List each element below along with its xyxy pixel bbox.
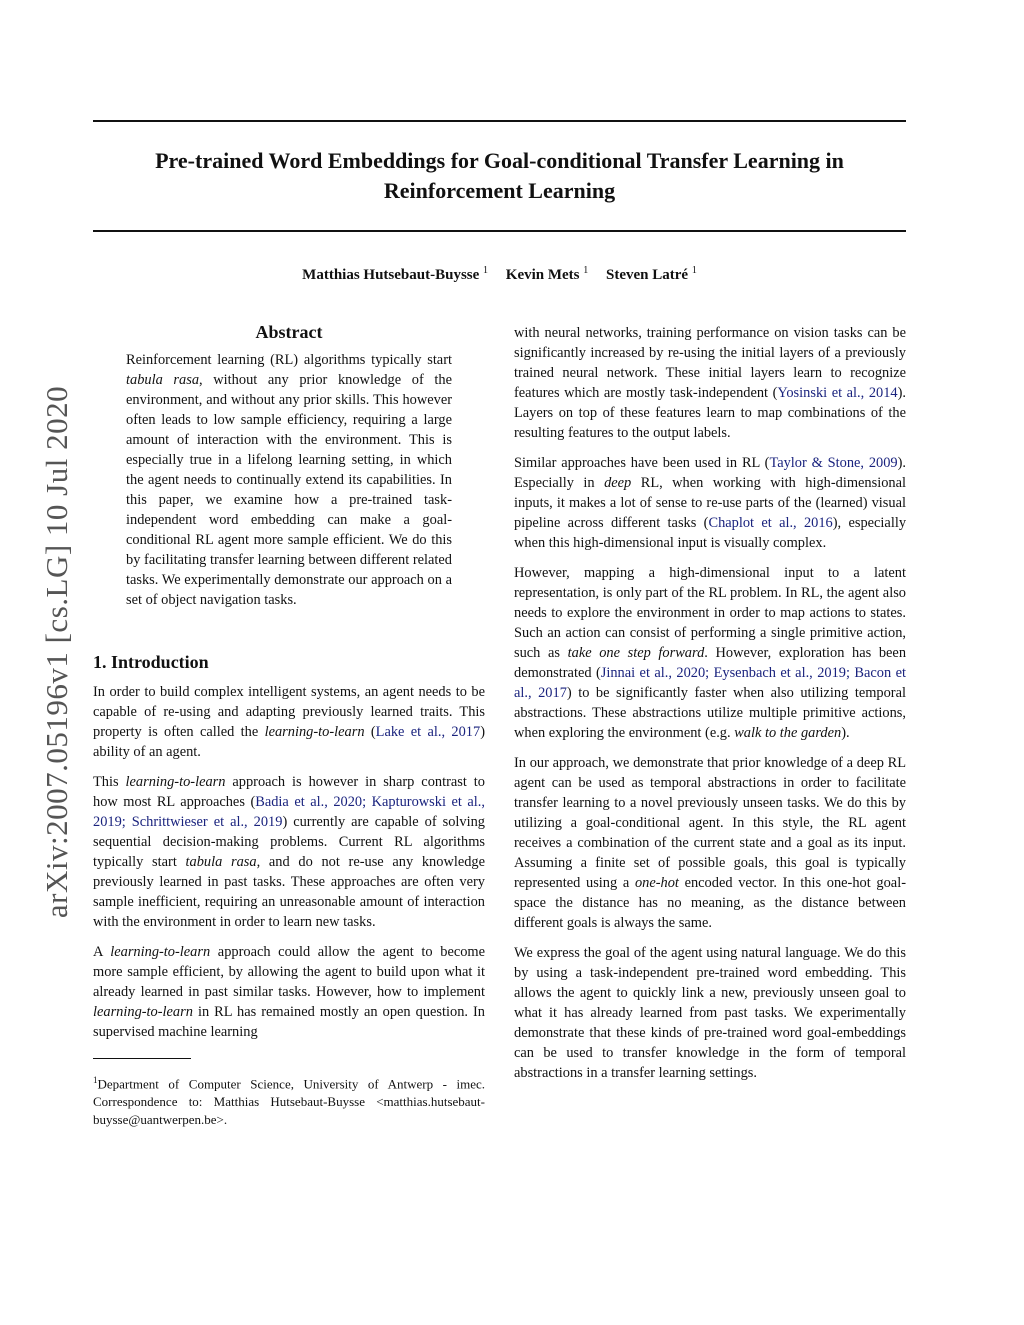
footnote-divider — [93, 1058, 191, 1059]
citation-link[interactable]: Jinnai et al., 2020; Eysenbach et al., 2019; Bacon et al., 2017 — [514, 665, 906, 701]
abstract-body: Reinforcement learning (RL) algorithms typically start tabula rasa, without any prior knowledge of the environment, and without any prior skills. This however often leads to low sample efficiency, requiring a large amount of interaction with the environment. This is especially true in a lifelong learning setting, in which the agent needs to continually extend its capabilities. In this paper, we examine how a pre-trained task-independent word embedding can make a goal-conditional RL agent more sample efficient. We do this by facilitating transfer learning between different related tasks. We experimentally demonstrate our approach on a set of object navigation tasks. — [126, 352, 452, 608]
paragraph: Similar approaches have been used in RL (Taylor & Stone, 2009). Especially in deep RL, when working with high-dimensional inputs, it makes a lot of sense to re-use parts of the (learned) visual pipeline across different tasks (Chaplot et al., 2016), especially when this high-dimensional input is visually complex. — [514, 455, 907, 551]
author: Matthias Hutsebaut-Buysse $^1$ — [302, 265, 489, 283]
citation-link[interactable]: Yosinski et al., 2014 — [777, 385, 898, 401]
title-rule-bottom — [93, 230, 906, 232]
paper-title — [93, 146, 906, 206]
title-rule-top — [93, 120, 906, 122]
abstract-heading: Abstract — [255, 322, 323, 342]
citation-link[interactable]: Chaplot et al., 2016 — [708, 515, 833, 531]
author-list — [93, 265, 906, 284]
arxiv-stamp-text: arXiv:2007.05196v1 [cs.LG] 10 Jul 2020 — [39, 385, 74, 919]
paragraph: This learning-to-learn approach is however in sharp contrast to how most RL approaches (Badia et al., 2020; Kapturowski et al., 2019; Schrittwieser et al., 2019) currently are capable of solving sequential decision-making problems. Current RL algorithms typically start tabula rasa, and do not re-use any knowledge previously learned in past tasks. These approaches are often very sample inefficient, requiring an unreasonable amount of interaction with the environment in order to learn new tasks. — [93, 774, 486, 930]
title-line-2: Reinforcement Learning — [383, 178, 616, 203]
citation-link[interactable]: Taylor & Stone, 2009 — [769, 455, 898, 471]
author: Kevin Mets $^1$ — [505, 265, 589, 283]
section-heading-introduction: 1. Introduction — [93, 652, 209, 672]
paragraph: with neural networks, training performance on vision tasks can be significantly increased by re-using the initial layers of a previously trained neural network. These initial layers learn to recognize features which are mostly task-independent (Yosinski et al., 2014). Layers on top of these features learn to map combinations of the resulting features to the output labels. — [514, 325, 906, 441]
paragraph: We express the goal of the agent using natural language. We do this by using a task-independent pre-trained word embedding. This allows the agent to quickly link a new, previously unseen goal to what it has already learned from past tasks. We experimentally demonstrate that these kinds of pre-trained word goal-embeddings can be used to transfer knowledge in the form of temporal abstractions in a transfer learning settings. — [514, 945, 906, 1081]
paragraph: In our approach, we demonstrate that prior knowledge of a deep RL agent can be used as temporal abstractions in order to facilitate transfer learning to a novel previously unseen tasks. We do this by utilizing a goal-conditional agent. In this style, the RL agent receives a combination of the current state and a goal as its input. Assuming a finite set of possible goals, this goal is typically represented using a one-hot encoded vector. In this one-hot goal-space the distance has no meaning, as the distance between different goals is always the same. — [514, 755, 906, 931]
citation-link[interactable]: Badia et al., 2020; Kapturowski et al., 2019; Schrittwieser et al., 2019 — [93, 794, 485, 830]
paragraph: However, mapping a high-dimensional input to a latent representation, is only part of the RL problem. In RL, the agent also needs to explore the environment in order to map actions to states. Such an action can consist of performing a single primitive action, such as take one step forward. However, exploration has been demonstrated (Jinnai et al., 2020; Eysenbach et al., 2019; Bacon et al., 2017) to be significantly faster when also utilizing temporal abstractions. These abstractions utilize multiple primitive actions, when exploring the environment (e.g. walk to the garden). — [514, 565, 907, 741]
citation-link[interactable]: Lake et al., 2017 — [375, 724, 481, 740]
footnote: $^1$Department of Computer Science, University of Antwerp - imec. Correspondence to: Matthias Hutsebaut-Buysse <matthias.hutsebaut-buysse@uantwerpen.be>. — [93, 1075, 485, 1128]
author: Steven Latré $^1$ — [606, 265, 697, 283]
paragraph: In order to build complex intelligent systems, an agent needs to be capable of re-using and adapting previously learned traits. This property is often called the learning-to-learn (Lake et al., 2017) ability of an agent. — [93, 684, 485, 760]
left-column — [93, 320, 485, 1129]
right-column — [514, 323, 906, 1093]
title-line-1: Pre-trained Word Embeddings for Goal-conditional Transfer Learning in — [155, 148, 844, 173]
paragraph: A learning-to-learn approach could allow the agent to become more sample efficient, by allowing the agent to build upon what it already learned in past similar tasks. However, how to implement learning-to-learn in RL has remained mostly an open question. In supervised machine learning — [93, 944, 486, 1040]
